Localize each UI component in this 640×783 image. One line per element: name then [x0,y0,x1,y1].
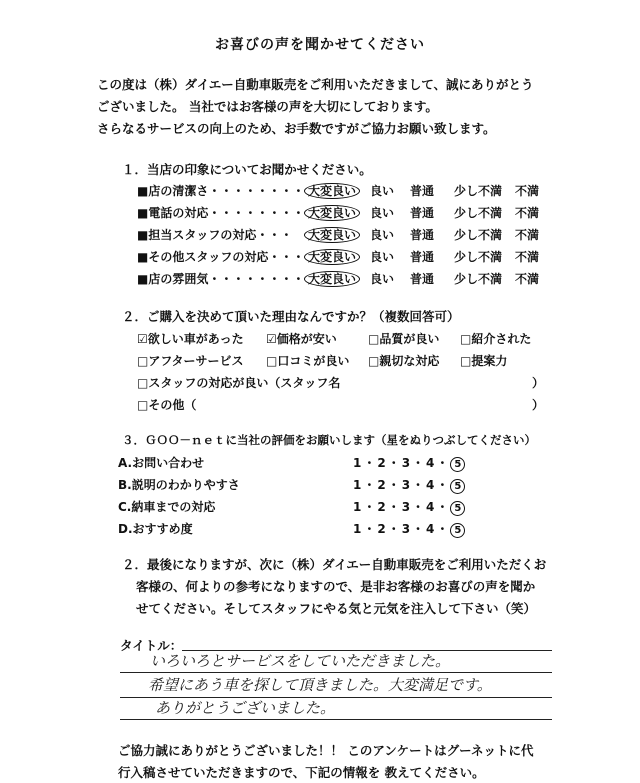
feedback-line-3: ありがとうございました。 [155,699,336,717]
q4-line-1: ２．最後になりますが、次に（株）ダイエー自動車販売をご利用いただくお [122,557,547,572]
reason-checkbox-quality[interactable]: □品質が良い [368,332,440,346]
writing-line [120,672,552,673]
reason-checkbox-reviews[interactable]: □口コミが良い [266,354,350,368]
staff-name-close: ） [532,376,545,390]
selection-circle: 大変良い [304,271,360,287]
selection-circle: 大変良い [304,249,360,265]
rating-scale-recommend[interactable]: 1・2・3・4・ 5 [353,520,465,538]
q1-option[interactable]: 不満 [515,206,540,220]
rating-selected-circle: 5 [450,523,465,538]
feedback-line-1: いろいろとサービスをしていただきました。 [150,652,451,670]
q1-option[interactable]: 普通 [410,184,435,198]
q3-heading: ３．ＧＯＯ－ｎｅｔに当社の評価をお願いします（星をぬりつぶしてください） [122,433,536,447]
q1-option[interactable]: 良い [370,206,395,220]
q4-line-3: せてください。そしてスタッフにやる気と元気を注入して下さい（笑） [136,601,537,616]
q1-option[interactable]: 少し不満 [454,228,503,242]
q1-row-label: ■店の雰囲気・・・・・・・・ [137,272,305,286]
rating-selected-circle: 5 [450,479,465,494]
checkbox-icon: □ [137,354,149,368]
checkbox-icon: □ [460,332,472,346]
footer-line-1: ご協力誠にありがとうございました！！ このアンケートはグーネットに代 [118,743,534,758]
checkbox-checked-icon: ☑ [137,332,148,346]
q1-option[interactable]: 不満 [515,184,540,198]
reason-checkbox-wanted-car[interactable]: ☑欲しい車があった [137,332,244,346]
q1-option[interactable]: 普通 [410,228,435,242]
rating-selected-circle: 5 [450,457,465,472]
intro-line-2: ございました。 当社ではお客様の声を大切にしております。 [97,99,438,114]
q1-option[interactable]: 少し不満 [454,184,503,198]
reason-checkbox-after-service[interactable]: □アフターサービス [137,354,244,368]
q1-option-selected[interactable] [307,182,360,199]
q2-heading: ２．ご購入を決めて頂いた理由なんですか？（複数回答可） [122,309,460,324]
rating-label-explanation: B.説明のわかりやすさ [118,478,240,492]
q1-option[interactable]: 不満 [515,272,540,286]
q1-option-selected[interactable] [307,204,360,221]
q1-option[interactable]: 普通 [410,272,435,286]
checkbox-icon: □ [368,354,380,368]
q1-option[interactable]: 不満 [515,228,540,242]
reason-checkbox-staff[interactable]: □スタッフの対応が良い（スタッフ名 [137,376,341,390]
footer-line-2: 行入稿させていただきますので、下記の情報を 教えてください。 [118,765,485,780]
q1-option[interactable]: 不満 [515,250,540,264]
q1-option[interactable]: 良い [370,184,395,198]
rating-scale-delivery[interactable]: 1・2・3・4・ 5 [353,498,465,516]
reason-checkbox-other[interactable]: □その他（ [137,398,197,412]
q1-option[interactable]: 少し不満 [454,250,503,264]
q1-option[interactable]: 良い [370,272,395,286]
other-close: ） [532,398,545,412]
q1-row-label: ■その他スタッフの対応・・・ [137,250,305,264]
selection-circle: 大変良い [304,183,360,199]
checkbox-icon: □ [368,332,380,346]
q1-row-label: ■電話の対応・・・・・・・・ [137,206,305,220]
q1-option[interactable]: 良い [370,250,395,264]
q1-row-label: ■担当スタッフの対応・・・ [137,228,293,242]
q1-option[interactable]: 普通 [410,250,435,264]
q1-option[interactable]: 少し不満 [454,272,503,286]
q1-option-selected[interactable] [307,226,360,243]
selection-circle: 大変良い [304,205,360,221]
rating-scale-inquiry[interactable]: 1・2・3・4・ 5 [353,454,465,472]
checkbox-icon: □ [266,354,278,368]
q1-option[interactable]: 少し不満 [454,206,503,220]
q4-line-2: 客様の、何よりの参考になりますので、是非お客様のお喜びの声を聞か [136,579,536,594]
selection-circle: 大変良い [304,227,360,243]
q1-option-selected[interactable] [307,270,360,287]
q1-row-label: ■店の清潔さ・・・・・・・・ [137,184,305,198]
q1-option[interactable]: 良い [370,228,395,242]
feedback-title-label: タイトル： [120,638,183,653]
reason-checkbox-proposal[interactable]: □提案力 [460,354,508,368]
rating-scale-explanation[interactable]: 1・2・3・4・ 5 [353,476,465,494]
checkbox-checked-icon: ☑ [266,332,277,346]
q1-option-selected[interactable] [307,248,360,265]
writing-line [120,719,552,720]
intro-line-3: さらなるサービスの向上のため、お手数ですがご協力お願い致します。 [97,121,496,136]
reason-checkbox-referral[interactable]: □紹介された [460,332,532,346]
reason-checkbox-low-price[interactable]: ☑価格が安い [266,332,337,346]
rating-label-recommend: D.おすすめ度 [118,522,193,536]
reason-checkbox-kind-service[interactable]: □親切な対応 [368,354,440,368]
checkbox-icon: □ [460,354,472,368]
intro-line-1: この度は（株）ダイエー自動車販売をご利用いただきまして、誠にありがとう [97,77,534,92]
rating-label-delivery: C.納車までの対応 [118,500,216,514]
q1-heading: １．当店の印象についてお聞かせください。 [122,162,372,177]
rating-selected-circle: 5 [450,501,465,516]
rating-label-inquiry: A.お問い合わせ [118,456,205,470]
page-title: お喜びの声を聞かせてください [215,37,425,53]
q1-option[interactable]: 普通 [410,206,435,220]
feedback-line-2: 希望にあう車を探して頂きました。大変満足です。 [148,676,492,694]
